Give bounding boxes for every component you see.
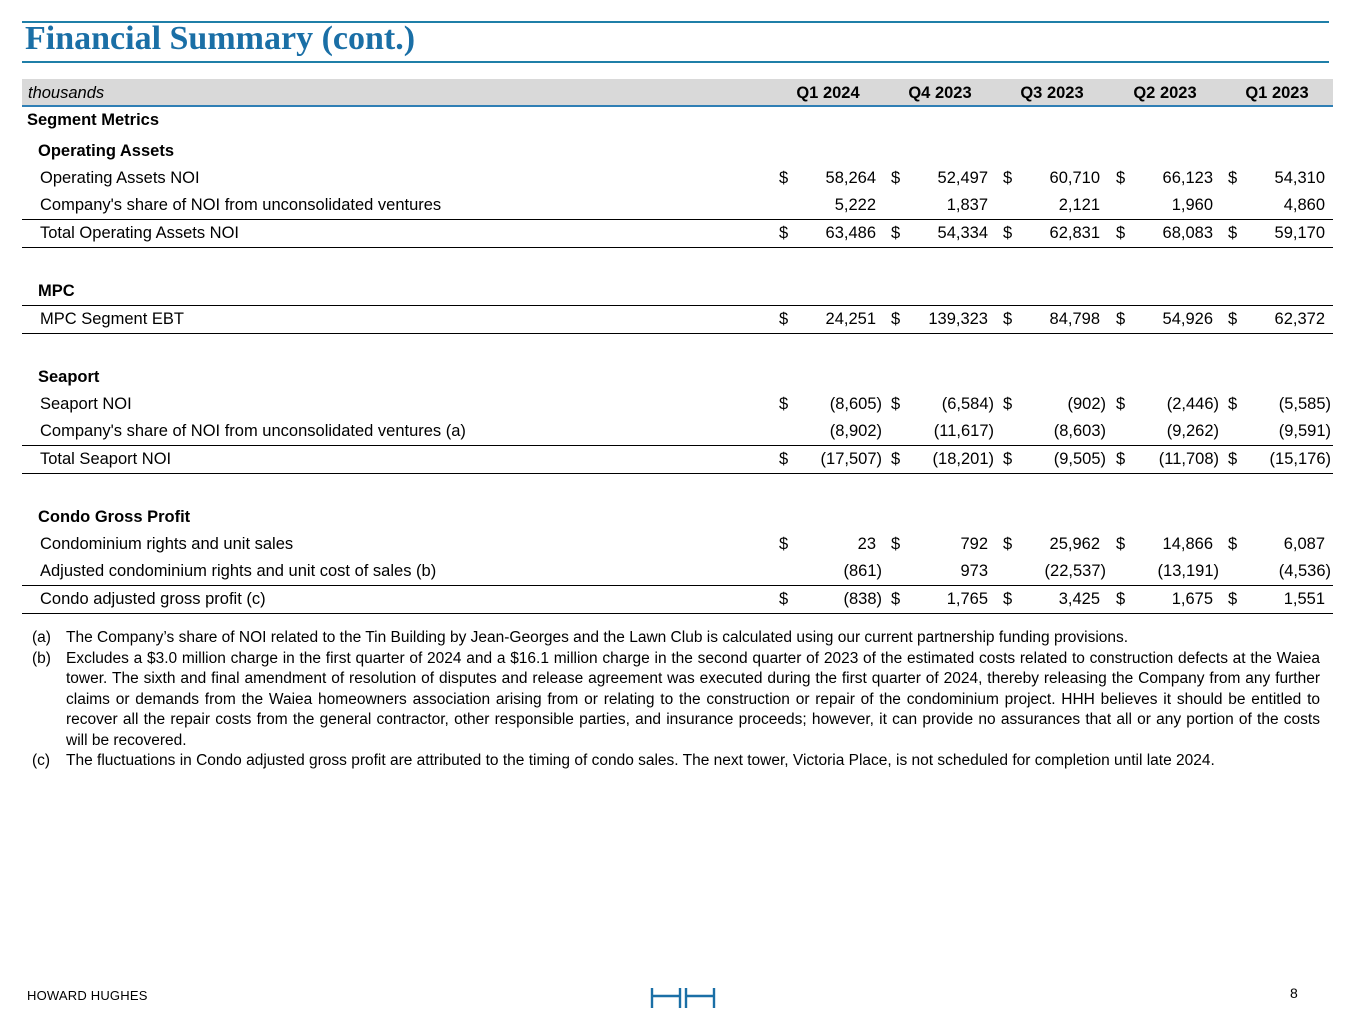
cell-value: (9,591) <box>1278 422 1331 440</box>
value-cell <box>1109 562 1221 582</box>
dollar-sign: $ <box>779 450 789 468</box>
row-label: Seaport NOI <box>40 395 132 413</box>
dollar-sign: $ <box>1228 395 1238 413</box>
dollar-sign: $ <box>1003 310 1013 328</box>
footnote <box>32 751 1320 772</box>
subsection-heading: Seaport <box>38 368 100 386</box>
section-heading: Segment Metrics <box>27 111 160 129</box>
hh-logo-icon <box>650 986 716 1015</box>
cell-value: 23 <box>857 535 876 553</box>
row-label: Total Seaport NOI <box>40 450 172 468</box>
cell-value: 1,551 <box>1283 590 1325 608</box>
cell-value: 3,425 <box>1058 590 1100 608</box>
dollar-sign: $ <box>1003 169 1013 187</box>
value-cell <box>884 310 996 330</box>
cell-value: 973 <box>960 562 988 580</box>
value-cell <box>884 422 996 442</box>
value-cell <box>1221 395 1333 415</box>
company-name: HOWARD HUGHES <box>27 988 148 1003</box>
cell-value: (2,446) <box>1166 395 1219 413</box>
value-cell <box>772 450 884 470</box>
value-cell <box>884 395 996 415</box>
dollar-sign: $ <box>891 169 901 187</box>
column-header: Q3 2023 <box>1020 84 1084 102</box>
cell-value: (4,536) <box>1278 562 1331 580</box>
value-cell <box>1109 310 1221 330</box>
financial-table <box>22 79 1333 614</box>
value-cell <box>884 450 996 470</box>
value-cell <box>1221 535 1333 555</box>
value-cell <box>884 196 996 216</box>
cell-value: 54,926 <box>1162 310 1213 328</box>
subsection-heading: MPC <box>38 282 75 300</box>
cell-value: (8,902) <box>829 422 882 440</box>
value-cell <box>996 196 1108 216</box>
cell-value: (13,191) <box>1157 562 1219 580</box>
cell-value: 1,837 <box>946 196 988 214</box>
row-label: Operating Assets NOI <box>40 169 200 187</box>
cell-value: (838) <box>843 590 882 608</box>
footnote-text: The fluctuations in Condo adjusted gross profit are attributed to the timing of condo sales. The next tower, Victoria Place, is not scheduled for completion until late 2024. <box>66 752 1215 769</box>
cell-value: (15,176) <box>1269 450 1331 468</box>
value-cell <box>1109 395 1221 415</box>
cell-value: (902) <box>1067 395 1106 413</box>
value-cell <box>772 422 884 442</box>
dollar-sign: $ <box>1116 535 1126 553</box>
cell-value: (9,505) <box>1053 450 1106 468</box>
footnote-text: The Company’s share of NOI related to the Tin Building by Jean-Georges and the Lawn Club is calculated using our current partnership funding provisions. <box>66 629 1129 646</box>
cell-value: 59,170 <box>1274 224 1325 242</box>
dollar-sign: $ <box>779 590 789 608</box>
cell-value: (22,537) <box>1044 562 1106 580</box>
dollar-sign: $ <box>1228 535 1238 553</box>
value-cell <box>1109 590 1221 610</box>
row-label: Company's share of NOI from unconsolidated ventures (a) <box>40 422 466 440</box>
table-row <box>22 305 1333 334</box>
footnote-mark: (c) <box>32 752 51 769</box>
dollar-sign: $ <box>891 535 901 553</box>
title-bottom-rule <box>22 61 1329 63</box>
value-cell <box>772 535 884 555</box>
cell-value: 84,798 <box>1049 310 1100 328</box>
dollar-sign: $ <box>891 395 901 413</box>
unit-label: thousands <box>28 84 105 102</box>
value-cell <box>996 395 1108 415</box>
cell-value: (9,262) <box>1166 422 1219 440</box>
value-cell <box>996 310 1108 330</box>
value-cell <box>1221 169 1333 189</box>
column-header: Q4 2023 <box>908 84 972 102</box>
row-label: Company's share of NOI from unconsolidated ventures <box>40 196 442 214</box>
value-cell <box>996 535 1108 555</box>
footnotes <box>32 628 1320 772</box>
cell-value: (17,507) <box>820 450 882 468</box>
value-cell <box>1221 450 1333 470</box>
cell-value: 58,264 <box>825 169 876 187</box>
cell-value: 54,310 <box>1274 169 1325 187</box>
dollar-sign: $ <box>891 590 901 608</box>
cell-value: 25,962 <box>1049 535 1100 553</box>
table-row <box>22 391 1333 418</box>
page-title: Financial Summary (cont.) <box>25 20 416 57</box>
dollar-sign: $ <box>891 450 901 468</box>
value-cell <box>996 169 1108 189</box>
value-cell <box>772 590 884 610</box>
cell-value: 14,866 <box>1162 535 1213 553</box>
value-cell <box>996 450 1108 470</box>
value-cell <box>1109 169 1221 189</box>
dollar-sign: $ <box>1116 169 1126 187</box>
cell-value: (11,617) <box>933 422 994 440</box>
value-cell <box>1221 562 1333 582</box>
row-label: Adjusted condominium rights and unit cost of sales (b) <box>40 562 437 580</box>
value-cell <box>1221 422 1333 442</box>
value-cell <box>772 169 884 189</box>
value-cell <box>884 590 996 610</box>
cell-value: (11,708) <box>1158 450 1219 468</box>
dollar-sign: $ <box>1003 450 1013 468</box>
table-row <box>22 418 1333 445</box>
cell-value: 5,222 <box>834 196 876 214</box>
table-body <box>22 138 1333 614</box>
dollar-sign: $ <box>779 224 789 242</box>
subsection-heading: Operating Assets <box>38 142 175 160</box>
value-cell <box>1109 196 1221 216</box>
dollar-sign: $ <box>1228 224 1238 242</box>
value-cell <box>772 196 884 216</box>
table-row <box>22 445 1333 474</box>
cell-value: 1,675 <box>1171 590 1213 608</box>
dollar-sign: $ <box>891 224 901 242</box>
dollar-sign: $ <box>779 169 789 187</box>
value-cell <box>1221 224 1333 244</box>
dollar-sign: $ <box>1116 310 1126 328</box>
cell-value: 60,710 <box>1049 169 1100 187</box>
table-header <box>22 79 1333 107</box>
cell-value: (6,584) <box>941 395 994 413</box>
dollar-sign: $ <box>1116 224 1126 242</box>
footnote-mark: (a) <box>32 629 51 646</box>
section-spacer <box>22 474 1333 504</box>
cell-value: 52,497 <box>937 169 988 187</box>
dollar-sign: $ <box>1003 224 1013 242</box>
value-cell <box>772 310 884 330</box>
cell-value: 2,121 <box>1058 196 1100 214</box>
dollar-sign: $ <box>1228 310 1238 328</box>
dollar-sign: $ <box>1116 395 1126 413</box>
value-cell <box>1109 535 1221 555</box>
value-cell <box>996 422 1108 442</box>
value-cell <box>884 535 996 555</box>
cell-value: (861) <box>843 562 882 580</box>
dollar-sign: $ <box>1228 450 1238 468</box>
cell-value: 68,083 <box>1162 224 1213 242</box>
dollar-sign: $ <box>1003 590 1013 608</box>
dollar-sign: $ <box>1116 590 1126 608</box>
value-cell <box>996 590 1108 610</box>
row-label: MPC Segment EBT <box>40 310 184 328</box>
value-cell <box>1221 590 1333 610</box>
footnote-text: Excludes a $3.0 million charge in the first quarter of 2024 and a $16.1 million charge in the second quarter of 2023 of the estimated costs related to construction defects at the Waiea tower. The sixth and final amendment of resolution of disputes and release agreement was executed during the first quarter of 2024, thereby releasing the Company from any further claims or demands from the Waiea homeowners association arising from or relating to the construction or repair of the condominium project. HHH believes it should be entitled to recover all the repair costs from the general contractor, other responsible parties, and insurance proceeds; however, it can provide no assurances that all or any portion of the costs will be recovered. <box>66 649 1320 749</box>
table-row <box>22 585 1333 614</box>
column-header: Q1 2024 <box>796 84 860 102</box>
value-cell <box>1109 422 1221 442</box>
value-cell <box>1109 224 1221 244</box>
column-header: Q1 2023 <box>1245 84 1309 102</box>
value-cell <box>772 562 884 582</box>
table-row <box>22 192 1333 219</box>
table-row <box>22 531 1333 558</box>
page-number: 8 <box>1290 985 1298 1001</box>
table-row <box>22 558 1333 585</box>
cell-value: (8,603) <box>1053 422 1106 440</box>
cell-value: 66,123 <box>1162 169 1213 187</box>
value-cell <box>1221 310 1333 330</box>
cell-value: (8,605) <box>829 395 882 413</box>
dollar-sign: $ <box>891 310 901 328</box>
cell-value: (18,201) <box>932 450 994 468</box>
dollar-sign: $ <box>1228 590 1238 608</box>
value-cell <box>996 562 1108 582</box>
cell-value: 63,486 <box>825 224 876 242</box>
cell-value: 1,765 <box>946 590 988 608</box>
section-spacer <box>22 334 1333 364</box>
value-cell <box>996 224 1108 244</box>
column-header: Q2 2023 <box>1133 84 1197 102</box>
value-cell <box>772 224 884 244</box>
cell-value: 139,323 <box>928 310 988 328</box>
value-cell <box>1221 196 1333 216</box>
footnote <box>32 649 1320 752</box>
row-label: Condominium rights and unit sales <box>40 535 294 553</box>
row-label: Total Operating Assets NOI <box>40 224 240 242</box>
value-cell <box>884 224 996 244</box>
cell-value: (5,585) <box>1278 395 1331 413</box>
table-row <box>22 165 1333 192</box>
value-cell <box>884 562 996 582</box>
cell-value: 792 <box>960 535 988 553</box>
cell-value: 62,372 <box>1274 310 1325 328</box>
dollar-sign: $ <box>779 535 789 553</box>
footnote <box>32 628 1320 649</box>
cell-value: 24,251 <box>825 310 876 328</box>
row-label: Condo adjusted gross profit (c) <box>40 590 266 608</box>
cell-value: 62,831 <box>1049 224 1100 242</box>
cell-value: 54,334 <box>937 224 988 242</box>
table-row <box>22 219 1333 248</box>
cell-value: 4,860 <box>1283 196 1325 214</box>
section-spacer <box>22 248 1333 278</box>
dollar-sign: $ <box>1116 450 1126 468</box>
dollar-sign: $ <box>779 310 789 328</box>
cell-value: 1,960 <box>1171 196 1213 214</box>
value-cell <box>772 395 884 415</box>
subsection-heading: Condo Gross Profit <box>38 508 191 526</box>
dollar-sign: $ <box>1003 535 1013 553</box>
footnote-mark: (b) <box>32 649 51 667</box>
dollar-sign: $ <box>779 395 789 413</box>
value-cell <box>1109 450 1221 470</box>
dollar-sign: $ <box>1228 169 1238 187</box>
value-cell <box>884 169 996 189</box>
dollar-sign: $ <box>1003 395 1013 413</box>
cell-value: 6,087 <box>1283 535 1325 553</box>
